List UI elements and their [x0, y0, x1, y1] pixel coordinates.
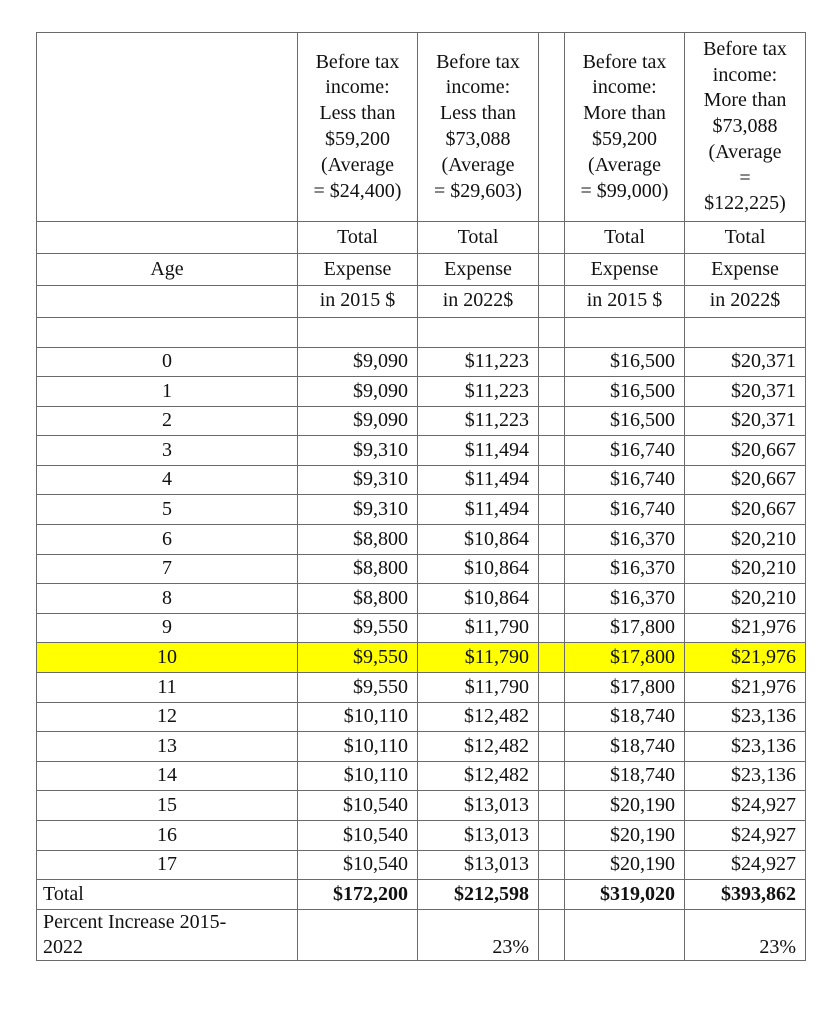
total-value: $393,862 — [685, 880, 806, 910]
subheader-year: in 2015 $ — [298, 285, 418, 317]
expense-cell: $16,740 — [565, 465, 685, 495]
spacer-cell — [539, 554, 565, 584]
expense-cell: $8,800 — [298, 554, 418, 584]
subheader-expense: Expense — [565, 254, 685, 286]
blank-cell — [37, 317, 298, 347]
blank-row — [37, 317, 806, 347]
spacer-cell — [539, 673, 565, 703]
expense-cell: $12,482 — [418, 702, 539, 732]
spacer-cell — [539, 317, 565, 347]
expense-cell: $16,500 — [565, 347, 685, 377]
income-header-line: = $99,000) — [580, 179, 669, 202]
expense-cell: $9,310 — [298, 465, 418, 495]
income-header-line: More than — [583, 102, 666, 125]
expense-cell: $11,223 — [418, 377, 539, 407]
income-header-line: Less than — [319, 102, 396, 125]
income-header-line: Before tax — [582, 50, 667, 73]
total-value: $319,020 — [565, 880, 685, 910]
income-header-line: income: — [712, 63, 778, 86]
age-cell: 6 — [37, 525, 298, 555]
age-cell: 17 — [37, 850, 298, 880]
expense-cell: $11,494 — [418, 495, 539, 525]
blank-cell — [685, 317, 806, 347]
subheader-year: in 2022$ — [418, 285, 539, 317]
income-header-line: (Average — [321, 153, 394, 176]
spacer-cell — [539, 643, 565, 673]
total-value: $212,598 — [418, 880, 539, 910]
expense-cell: $20,210 — [685, 525, 806, 555]
expense-cell: $10,864 — [418, 525, 539, 555]
total-label: Total — [37, 880, 298, 910]
income-header-line: $73,088 — [712, 115, 778, 138]
expense-cell: $21,976 — [685, 613, 806, 643]
expense-cell: $11,494 — [418, 436, 539, 466]
expense-cell: $10,110 — [298, 702, 418, 732]
expense-cell: $8,800 — [298, 584, 418, 614]
income-header-more-59200 — [565, 33, 685, 222]
income-header-less-59200 — [298, 33, 418, 222]
expense-cell: $21,976 — [685, 673, 806, 703]
expense-cell: $12,482 — [418, 732, 539, 762]
age-cell: 10 — [37, 643, 298, 673]
spacer-cell — [539, 254, 565, 286]
subheader-expense: Expense — [418, 254, 539, 286]
income-header-line: Less than — [439, 102, 517, 125]
age-cell: 0 — [37, 347, 298, 377]
expense-cell: $20,210 — [685, 584, 806, 614]
age-cell: 9 — [37, 613, 298, 643]
spacer-cell — [539, 613, 565, 643]
expense-cell: $16,370 — [565, 554, 685, 584]
percent-increase-label-line1: Percent Increase 2015- — [43, 910, 227, 933]
subheader-expense: Expense — [298, 254, 418, 286]
income-header-line: income: — [445, 76, 511, 99]
age-cell: 12 — [37, 702, 298, 732]
expense-cell: $12,482 — [418, 761, 539, 791]
table-row — [37, 347, 806, 377]
spacer-cell — [539, 33, 565, 222]
age-cell: 8 — [37, 584, 298, 614]
table-row — [37, 495, 806, 525]
age-column-header: Age — [37, 254, 298, 286]
table-row — [37, 584, 806, 614]
percent-increase-label — [37, 909, 298, 960]
age-header-blank — [37, 222, 298, 254]
income-header-line: (Average — [708, 140, 782, 163]
percent-increase-value: 23% — [418, 909, 539, 960]
expense-cell: $8,800 — [298, 525, 418, 555]
expense-cell: $23,136 — [685, 702, 806, 732]
subheader-total: Total — [418, 222, 539, 254]
table-row — [37, 554, 806, 584]
expense-cell: $13,013 — [418, 821, 539, 851]
expense-cell: $23,136 — [685, 732, 806, 762]
age-cell: 13 — [37, 732, 298, 762]
expense-cell: $10,110 — [298, 732, 418, 762]
income-header-more-73088 — [685, 33, 806, 222]
expense-cell: $9,090 — [298, 406, 418, 436]
age-cell: 5 — [37, 495, 298, 525]
spacer-cell — [539, 377, 565, 407]
expense-cell: $20,667 — [685, 465, 806, 495]
expense-cell: $24,927 — [685, 821, 806, 851]
income-header-line: (Average — [441, 153, 515, 176]
expense-cell: $20,190 — [565, 850, 685, 880]
percent-increase-value — [565, 909, 685, 960]
expense-cell: $10,864 — [418, 554, 539, 584]
income-header-line: Before tax — [703, 37, 787, 60]
age-cell: 2 — [37, 406, 298, 436]
income-header-line: More than — [703, 89, 787, 112]
expense-cell: $20,210 — [685, 554, 806, 584]
age-cell: 3 — [37, 436, 298, 466]
income-header-line: income: — [325, 76, 390, 99]
income-header-line: = $29,603) — [434, 179, 522, 202]
age-cell: 15 — [37, 791, 298, 821]
spacer-cell — [539, 465, 565, 495]
expense-cell: $13,013 — [418, 850, 539, 880]
expense-cell: $20,190 — [565, 791, 685, 821]
spacer-cell — [539, 702, 565, 732]
subheader-total: Total — [685, 222, 806, 254]
expense-cell: $16,370 — [565, 525, 685, 555]
table-row — [37, 791, 806, 821]
age-cell: 4 — [37, 465, 298, 495]
percent-increase-value — [298, 909, 418, 960]
spacer-cell — [539, 285, 565, 317]
expense-cell: $10,540 — [298, 791, 418, 821]
expense-cell: $20,667 — [685, 495, 806, 525]
expense-cell: $10,540 — [298, 821, 418, 851]
table-row — [37, 613, 806, 643]
table-row — [37, 377, 806, 407]
expense-cell: $9,550 — [298, 613, 418, 643]
expense-cell: $20,190 — [565, 821, 685, 851]
table-row-highlighted — [37, 643, 806, 673]
table-row — [37, 850, 806, 880]
subheader-total: Total — [298, 222, 418, 254]
income-header-line: = — [739, 166, 751, 189]
table-row — [37, 761, 806, 791]
percent-increase-label-line2: 2022 — [43, 935, 83, 958]
expense-cell: $13,013 — [418, 791, 539, 821]
expense-cell: $16,500 — [565, 377, 685, 407]
age-cell: 16 — [37, 821, 298, 851]
expense-cell: $11,223 — [418, 406, 539, 436]
spacer-cell — [539, 761, 565, 791]
expense-cell: $10,540 — [298, 850, 418, 880]
expense-cell: $20,667 — [685, 436, 806, 466]
spacer-cell — [539, 732, 565, 762]
blank-cell — [565, 317, 685, 347]
income-header-line: $59,200 — [325, 128, 390, 150]
income-header-line: Before tax — [436, 50, 520, 73]
percent-increase-row — [37, 909, 806, 960]
expense-cell: $16,500 — [565, 406, 685, 436]
table-row — [37, 525, 806, 555]
age-cell: 11 — [37, 673, 298, 703]
header-corner-cell — [37, 33, 298, 222]
subheader-total: Total — [565, 222, 685, 254]
spacer-cell — [539, 850, 565, 880]
expense-cell: $16,370 — [565, 584, 685, 614]
income-header-line: income: — [592, 76, 657, 99]
blank-cell — [298, 317, 418, 347]
spacer-cell — [539, 821, 565, 851]
table-row — [37, 406, 806, 436]
income-header-line: $59,200 — [592, 128, 657, 150]
income-header-line: (Average — [588, 153, 661, 176]
expense-cell: $21,976 — [685, 643, 806, 673]
expense-cell: $9,550 — [298, 673, 418, 703]
expense-cell: $17,800 — [565, 673, 685, 703]
income-header-line: Before tax — [315, 50, 400, 73]
subheader-row-year — [37, 285, 806, 317]
expense-cell: $18,740 — [565, 732, 685, 762]
age-cell: 14 — [37, 761, 298, 791]
spacer-cell — [539, 436, 565, 466]
income-header-line: = $24,400) — [313, 179, 402, 202]
subheader-year: in 2015 $ — [565, 285, 685, 317]
spacer-cell — [539, 909, 565, 960]
table-row — [37, 673, 806, 703]
expense-cell: $9,550 — [298, 643, 418, 673]
expense-cell: $16,740 — [565, 436, 685, 466]
income-header-row — [37, 33, 806, 222]
expense-cell: $11,790 — [418, 673, 539, 703]
spacer-cell — [539, 880, 565, 910]
expense-cell: $9,090 — [298, 377, 418, 407]
expense-cell: $9,090 — [298, 347, 418, 377]
subheader-row-total — [37, 222, 806, 254]
expense-cell: $20,371 — [685, 377, 806, 407]
table-row — [37, 702, 806, 732]
age-cell: 7 — [37, 554, 298, 584]
total-value: $172,200 — [298, 880, 418, 910]
income-header-line: $73,088 — [445, 128, 511, 150]
spacer-cell — [539, 347, 565, 377]
expense-cell: $24,927 — [685, 850, 806, 880]
expense-cell: $10,110 — [298, 761, 418, 791]
income-header-less-73088 — [418, 33, 539, 222]
spacer-cell — [539, 525, 565, 555]
expense-cell: $11,494 — [418, 465, 539, 495]
table-row — [37, 436, 806, 466]
expense-cell: $10,864 — [418, 584, 539, 614]
age-cell: 1 — [37, 377, 298, 407]
table-row — [37, 732, 806, 762]
expense-cell: $23,136 — [685, 761, 806, 791]
expense-cell: $20,371 — [685, 406, 806, 436]
subheader-row-expense — [37, 254, 806, 286]
expense-cell: $9,310 — [298, 436, 418, 466]
expense-cell: $11,790 — [418, 643, 539, 673]
blank-cell — [418, 317, 539, 347]
expense-cell: $24,927 — [685, 791, 806, 821]
age-header-blank — [37, 285, 298, 317]
expense-cell: $16,740 — [565, 495, 685, 525]
table-row — [37, 465, 806, 495]
total-row — [37, 880, 806, 910]
expense-cell: $9,310 — [298, 495, 418, 525]
expense-cell: $11,223 — [418, 347, 539, 377]
expense-table — [36, 32, 806, 961]
spacer-cell — [539, 791, 565, 821]
expense-cell: $11,790 — [418, 613, 539, 643]
percent-increase-value: 23% — [685, 909, 806, 960]
expense-cell: $17,800 — [565, 613, 685, 643]
spacer-cell — [539, 406, 565, 436]
table-row — [37, 821, 806, 851]
income-header-line: $122,225) — [704, 192, 786, 215]
subheader-year: in 2022$ — [685, 285, 806, 317]
expense-cell: $18,740 — [565, 761, 685, 791]
expense-cell: $18,740 — [565, 702, 685, 732]
spacer-cell — [539, 222, 565, 254]
expense-cell: $20,371 — [685, 347, 806, 377]
spacer-cell — [539, 584, 565, 614]
subheader-expense: Expense — [685, 254, 806, 286]
expense-cell: $17,800 — [565, 643, 685, 673]
spacer-cell — [539, 495, 565, 525]
